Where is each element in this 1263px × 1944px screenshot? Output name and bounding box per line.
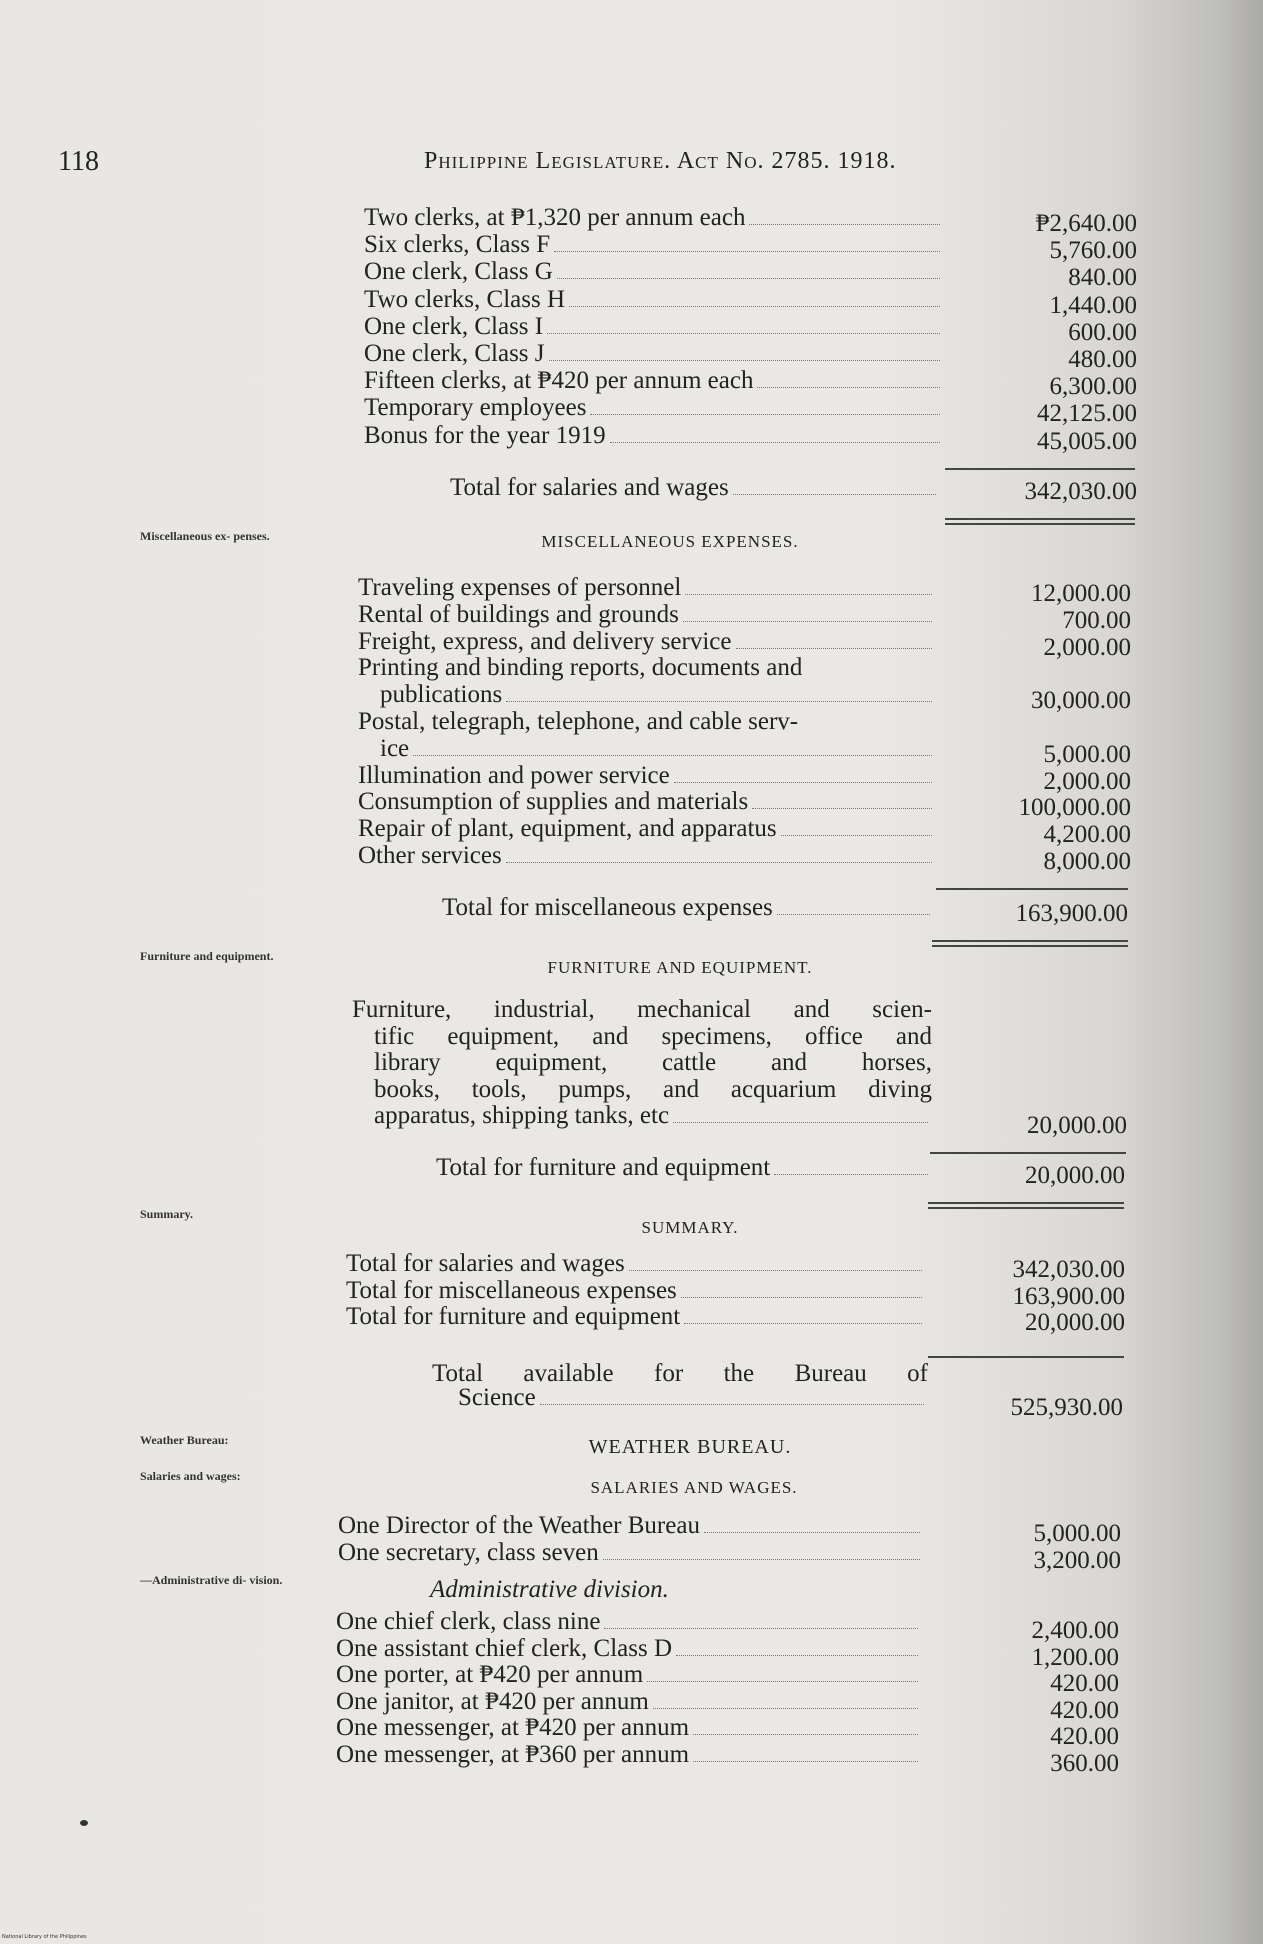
leader-dots [629,1270,922,1271]
salary-line-amount: 6,300.00 [1049,373,1137,401]
furniture-paragraph-line [374,1023,932,1051]
furniture-total-row [436,1154,932,1182]
salary-line-amount: 1,440.00 [1049,291,1137,319]
summary-line [346,1250,926,1278]
misc-total-amount: 163,900.00 [1015,900,1128,927]
summary-line [346,1277,926,1305]
admin-line-amount: 360.00 [1050,1750,1119,1777]
misc-line [358,762,936,790]
summary-total-label-1: Total available for the Bureau of [432,1360,928,1387]
total-rule [936,888,1128,890]
admin-line [336,1688,922,1716]
misc-line-label: Traveling expenses of personnel [358,574,682,601]
furniture-paragraph-text: library equipment, cattle and horses, [374,1049,932,1076]
misc-line-label: Other services [358,842,502,869]
salary-line-label: Bonus for the year 1919 [364,421,606,449]
leader-dots [647,1681,918,1682]
margin-note-furniture: Furniture and equipment. [140,949,274,963]
misc-line-label: publications [380,681,503,709]
leader-dots [653,1708,918,1709]
furniture-paragraph-text: books, tools, pumps, and acquarium diving [374,1075,932,1103]
leader-dots [506,701,932,702]
furniture-paragraph-line [374,1049,932,1077]
leader-dots [557,278,940,279]
salary-line [364,231,944,259]
total-rule [930,1152,1126,1154]
leader-dots [781,835,932,836]
misc-line-label: Printing and binding reports, documents and [358,654,803,682]
salaries-total-label: Total for salaries and wages [450,474,729,501]
admin-line-amount: 420.00 [1050,1670,1119,1698]
admin-line [336,1635,922,1663]
salary-line-label: Two clerks, at ₱1,320 per annum each [364,204,746,231]
leader-dots [673,1122,928,1123]
misc-total-row [442,894,934,922]
leader-dots [506,862,932,863]
salary-line-amount: 480.00 [1068,346,1137,373]
margin-note-misc: Miscellaneous ex- penses. [140,529,270,543]
admin-line-label: One messenger, at ₱360 per annum [336,1741,690,1768]
misc-line-amount: 2,000.00 [1043,633,1131,661]
leader-dots [603,1559,920,1560]
salary-line-label: One clerk, Class G [364,258,553,286]
summary-line-amount: 342,030.00 [1012,1256,1125,1283]
admin-line-label: One chief clerk, class nine [336,1608,601,1635]
misc-line-amount: 100,000.00 [1018,794,1131,822]
misc-line-label: Repair of plant, equipment, and apparatus [358,815,777,843]
leader-dots [604,1628,918,1629]
misc-line-amount: 8,000.00 [1043,848,1131,875]
salary-line [364,258,944,286]
weather-line [338,1539,924,1567]
total-rule [945,468,1135,470]
misc-line [358,574,936,602]
margin-note-weather-salaries: Salaries and wages: [140,1469,241,1483]
margin-note-weather: Weather Bureau: [140,1433,229,1447]
double-rule [945,518,1135,525]
weather-line-amount: 5,000.00 [1033,1520,1121,1547]
leader-dots [540,1404,924,1405]
salary-line-label: Fifteen clerks, at ₱420 per annum each [364,367,754,395]
leader-dots [685,594,932,595]
margin-note-admin: —Administrative di- vision. [140,1573,283,1587]
leader-dots [774,1174,928,1175]
admin-line-amount: 420.00 [1050,1696,1119,1724]
summary-total-amount: 525,930.00 [1010,1394,1123,1421]
leader-dots [777,914,930,915]
summary-line-label: Total for miscellaneous expenses [346,1276,677,1304]
leader-dots [569,306,940,307]
page-number: 118 [58,146,99,177]
summary-line-label: Total for salaries and wages [346,1250,625,1277]
leader-dots [733,494,936,495]
total-rule [928,1356,1124,1358]
misc-heading: MISCELLANEOUS EXPENSES. [541,532,799,551]
weather-line-label: One Director of the Weather Bureau [338,1512,700,1539]
misc-line [358,601,936,629]
misc-line-label: Consumption of supplies and materials [358,788,749,816]
misc-total-label: Total for miscellaneous expenses [442,894,773,921]
admin-line-amount: 2,400.00 [1031,1617,1119,1644]
admin-line [336,1608,922,1636]
salary-line-label: Temporary employees [364,394,587,422]
summary-total-label-2: Science [458,1384,536,1411]
salaries-total-row [450,474,940,502]
furniture-amount: 20,000.00 [1027,1112,1127,1139]
misc-line [358,628,936,656]
salary-line-label: One clerk, Class J [364,340,545,367]
leader-dots [683,621,932,622]
leader-dots [704,1532,920,1533]
misc-line [358,654,936,682]
double-rule [932,940,1128,947]
misc-line-label: ice [380,734,410,762]
leader-dots [674,782,932,783]
leader-dots [610,442,940,443]
summary-total-row-2 [458,1384,928,1412]
leader-dots [684,1323,922,1324]
furniture-heading: FURNITURE AND EQUIPMENT. [547,958,813,977]
salary-line [364,394,944,422]
admin-line-label: One messenger, at ₱420 per annum [336,1714,690,1742]
furniture-paragraph-line [352,996,932,1024]
salary-line-label: Two clerks, Class H [364,285,566,313]
misc-line-label: Illumination and power service [358,761,670,789]
leader-dots [693,1734,918,1735]
leader-dots [590,414,940,415]
summary-line [346,1303,926,1331]
admin-line-label: One assistant chief clerk, Class D [336,1634,673,1662]
salary-line-amount: 840.00 [1068,264,1137,292]
double-rule [928,1202,1124,1209]
weather-heading: WEATHER BUREAU. [588,1436,792,1458]
misc-line-amount: 700.00 [1062,606,1131,634]
salary-line [364,204,944,232]
admin-line-amount: 1,200.00 [1031,1643,1119,1671]
leader-dots [749,224,940,225]
misc-line-amount: 12,000.00 [1031,580,1131,607]
salary-line [364,422,944,450]
salaries-total-amount: 342,030.00 [1024,478,1137,505]
misc-line-label: Postal, telegraph, telephone, and cable serv- [358,708,799,735]
salary-line-amount: 5,760.00 [1049,237,1137,265]
misc-line-amount: 30,000.00 [1031,687,1131,715]
misc-line-label: Freight, express, and delivery service [358,627,732,655]
admin-heading: Administrative division. [430,1576,669,1603]
weather-line [338,1512,924,1540]
misc-line [358,815,936,843]
misc-line [358,708,936,736]
salary-line-amount: 45,005.00 [1037,427,1137,455]
leader-dots [752,808,932,809]
summary-line-amount: 20,000.00 [1025,1309,1125,1336]
admin-line-amount: 420.00 [1050,1723,1119,1751]
ink-spot [80,1820,88,1826]
leader-dots [554,251,940,252]
furniture-paragraph-text: apparatus, shipping tanks, etc [374,1102,670,1129]
running-head: Philippine Legislature. Act No. 2785. 1918. [424,148,897,174]
salary-line-amount: 600.00 [1068,318,1137,346]
salary-line [364,367,944,395]
footer-credit: National Library of the Philippines [2,1934,87,1940]
weather-line-label: One secretary, class seven [338,1538,599,1566]
misc-line [358,788,936,816]
misc-line-label: Rental of buildings and grounds [358,600,679,628]
admin-line-label: One porter, at ₱420 per annum [336,1661,644,1689]
leader-dots [413,755,932,756]
summary-heading: SUMMARY. [641,1218,739,1237]
salary-line-amount: 42,125.00 [1037,400,1137,428]
summary-line-label: Total for furniture and equipment [346,1303,681,1330]
misc-line-amount: 4,200.00 [1043,821,1131,849]
weather-line-amount: 3,200.00 [1033,1546,1121,1574]
leader-dots [681,1297,922,1298]
furniture-total-amount: 20,000.00 [1025,1162,1125,1189]
admin-line [336,1741,922,1769]
misc-line [358,842,936,870]
salary-line-amount: ₱2,640.00 [1035,210,1137,237]
summary-line-amount: 163,900.00 [1012,1282,1125,1310]
misc-line [380,735,936,763]
salary-line [364,313,944,341]
admin-line [336,1714,922,1742]
margin-note-summary: Summary. [140,1207,194,1221]
leader-dots [736,648,933,649]
misc-line-amount: 2,000.00 [1043,767,1131,795]
leader-dots [693,1761,918,1762]
salary-line [364,286,944,314]
leader-dots [676,1655,918,1656]
admin-line-label: One janitor, at ₱420 per annum [336,1687,649,1715]
furniture-paragraph-text: tific equipment, and specimens, office and [374,1022,932,1050]
leader-dots [549,360,940,361]
salary-line [364,340,944,368]
leader-dots [547,333,940,334]
furniture-paragraph-line [374,1076,932,1104]
salary-line-label: Six clerks, Class F [364,231,551,259]
admin-line [336,1661,922,1689]
salary-line-label: One clerk, Class I [364,312,544,340]
misc-line-amount: 5,000.00 [1043,740,1131,768]
leader-dots [757,387,940,388]
weather-subheading: SALARIES AND WAGES. [590,1478,798,1497]
furniture-paragraph-line [374,1102,932,1130]
misc-line [380,681,936,709]
furniture-total-label: Total for furniture and equipment [436,1154,771,1181]
furniture-paragraph-text: Furniture, industrial, mechanical and scien- [352,996,932,1023]
